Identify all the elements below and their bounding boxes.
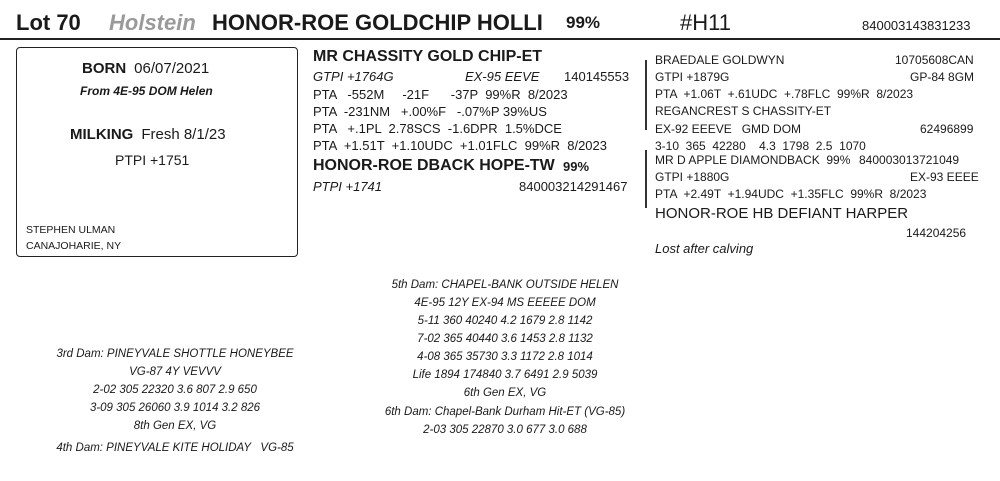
born-line [82,60,209,77]
owner [26,222,121,254]
sire-sire-reg: 10705608CAN [895,53,974,67]
dam-dam-reg: 144204256 [906,226,967,240]
lot-label: Lot 70 [16,10,81,35]
registration-number: 840003143831233 [862,18,971,33]
fifth-dam-line: 7-02 365 40440 3.6 1453 2.8 1132 [417,333,593,345]
pedigree-divider-sire [645,60,647,130]
milking-label: MILKING [70,126,134,143]
sire-classification: EX-95 EEVE [465,69,540,84]
dam-sire-reg: 840003013721049 [859,153,960,167]
sire-reg: 140145553 [564,69,630,84]
born-date: 06/07/2021 [134,60,210,77]
sire-pta-4: PTA +1.51T +1.10UDC +1.01FLC 99%R 8/2023 [313,138,607,153]
third-dam-line: 3-09 305 26060 3.9 1014 3.2 826 [89,402,261,414]
sire-pta-1: PTA -552M -21F -37P 99%R 8/2023 [313,87,568,102]
from-dam: From 4E-95 DOM Helen [80,84,213,98]
fifth-dam-line: 5th Dam: CHAPEL-BANK OUTSIDE HELEN [391,279,619,291]
breed-label: Holstein [109,10,196,35]
milking-value: Fresh 8/1/23 [141,126,226,143]
dam-reg: 840003214291467 [519,179,628,194]
ptpi: PTPI +1751 [115,152,190,168]
third-dam-line: 2-02 305 22320 3.6 807 2.9 650 [93,384,257,396]
fifth-dam-line: Life 1894 174840 3.7 6491 2.9 5039 [412,369,598,381]
sire-dam-record: 3-10 365 42280 4.3 1798 2.5 1070 [655,139,866,153]
owner-name: STEPHEN ULMAN [26,224,116,236]
sire-dam-name: REGANCREST S CHASSITY-ET [655,104,832,118]
dam-sire-gtpi: GTPI +1880G [655,170,730,184]
fifth-dam-line: 4-08 365 35730 3.3 1172 2.8 1014 [417,351,593,363]
fourth-dam-line: 4th Dam: PINEYVALE KITE HOLIDAY VG-85 [56,442,294,454]
fifth-dam-block [340,276,670,402]
sixth-dam-line: 2-03 305 22870 3.0 677 3.0 688 [423,424,587,436]
dam-dam-name: HONOR-ROE HB DEFIANT HARPER [655,205,909,222]
fifth-dam-line: 6th Gen EX, VG [463,387,547,399]
sixth-dam-line: 6th Dam: Chapel-Bank Durham Hit-ET (VG-85) [384,406,626,418]
sire-sire-classification: GP-84 8GM [910,70,975,84]
third-dam-block [40,345,310,435]
dam-sire-name-line [655,153,850,167]
fifth-dam-line: 5-11 360 40240 4.2 1679 2.8 1142 [417,315,593,327]
sire-sire-gtpi: GTPI +1879G [655,70,730,84]
born-label: BORN [82,60,127,77]
sire-sire-pta: PTA +1.06T +.61UDC +.78FLC 99%R 8/2023 [655,87,914,101]
sire-gtpi: GTPI +1764G [313,69,394,84]
sire-sire-name: BRAEDALE GOLDWYN [655,53,785,67]
header-divider [0,38,1000,40]
sire-pta-3: PTA +.1PL 2.78SCS -1.6DPR 1.5%DCE [313,121,562,136]
pedigree-divider-dam [645,150,647,208]
dam-name: HONOR-ROE DBACK HOPE-TW [313,157,555,174]
milking-line [70,126,226,143]
third-dam-line: VG-87 4Y VEVVV [129,366,221,378]
sixth-dam-block [340,403,670,439]
dam-percent: 99% [563,159,590,174]
sire-name: MR CHASSITY GOLD CHIP-ET [313,48,543,65]
dam-dam-note: Lost after calving [655,241,754,256]
dam-sire-percent: 99% [826,153,851,167]
dam-ptpi: PTPI +1741 [313,179,383,194]
sire-dam-reg: 62496899 [920,122,974,136]
dam-sire-name: MR D APPLE DIAMONDBACK [655,153,820,167]
sire-dam-classification: EX-92 EEEVE GMD DOM [655,122,802,136]
fifth-dam-line: 4E-95 12Y EX-94 MS EEEEE DOM [414,297,596,309]
third-dam-line: 3rd Dam: PINEYVALE SHOTTLE HONEYBEE [56,348,294,360]
dam-sire-classification: EX-93 EEEE [910,170,979,184]
owner-location: CANAJOHARIE, NY [26,240,122,252]
third-dam-line: 8th Gen EX, VG [133,420,217,432]
sire-pta-2: PTA -231NM +.00%F -.07%P 39%US [313,104,547,119]
animal-name: HONOR-ROE GOLDCHIP HOLLI [212,10,543,35]
animal-percent: 99% [566,13,601,32]
dam-sire-pta: PTA +2.49T +1.94UDC +1.35FLC 99%R 8/2023 [655,187,927,201]
lot-code: #H11 [680,10,731,35]
